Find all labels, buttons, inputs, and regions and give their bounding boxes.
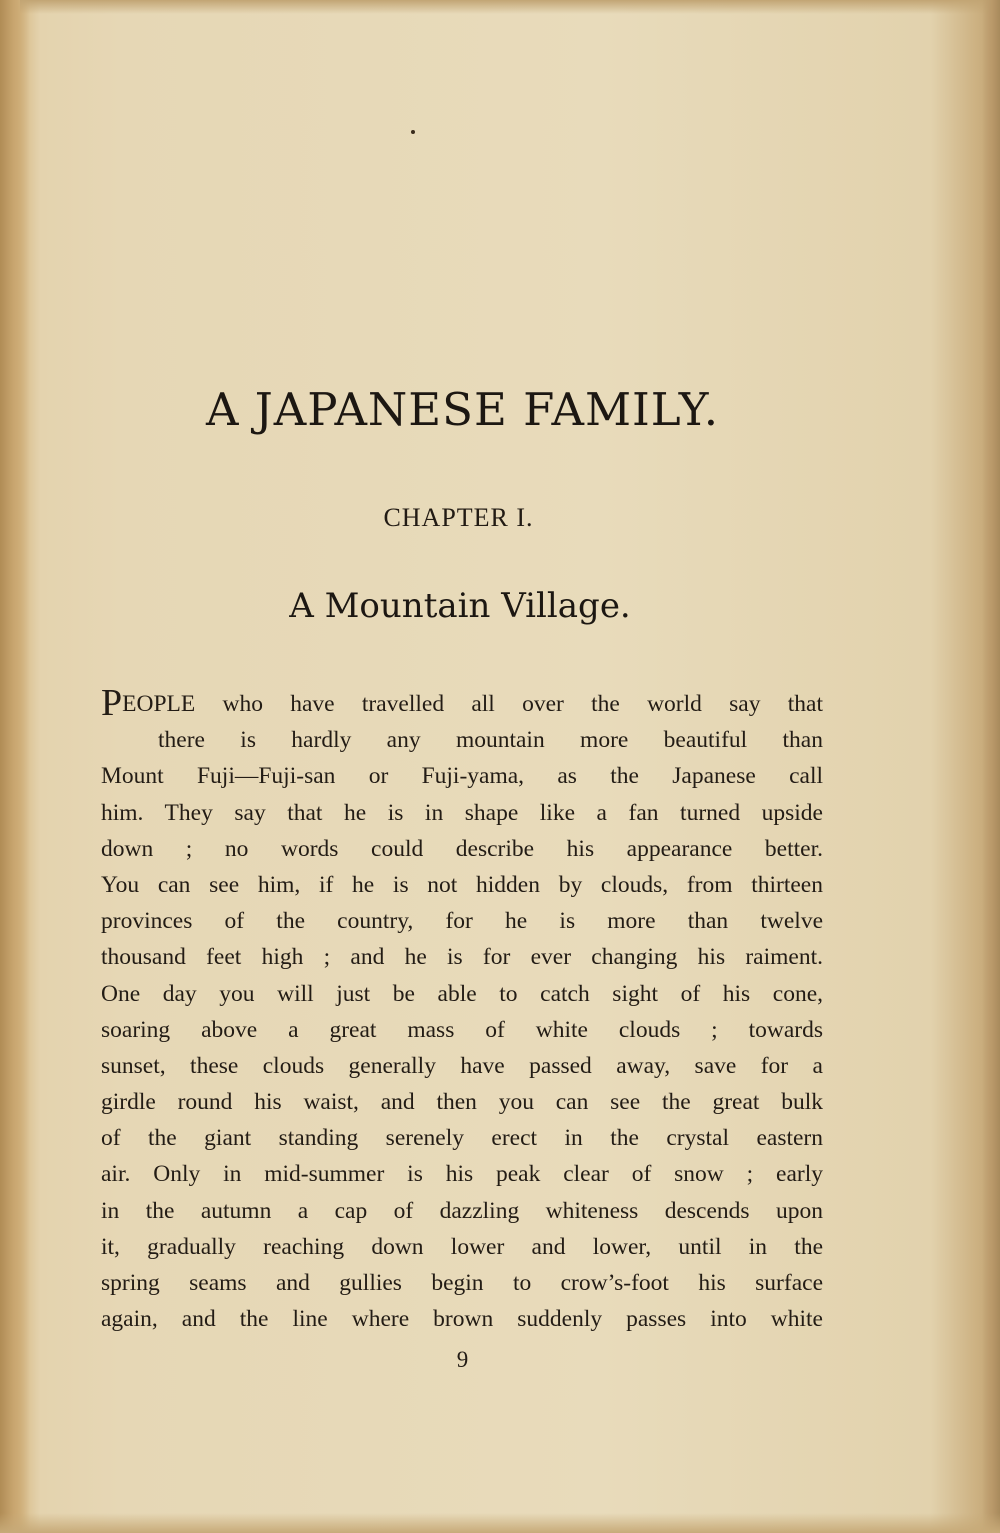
text-line: him. They say that he is in shape like a fan turned upside — [101, 799, 823, 826]
right-page-edge — [982, 0, 1000, 1533]
top-page-edge — [20, 0, 1000, 14]
text-line: One day you will just be able to catch sight of his cone, — [101, 980, 823, 1007]
page-number: 9 — [456, 1347, 469, 1372]
text-line: again, and the line where brown suddenly passes into white — [101, 1306, 823, 1333]
book-title: A JAPANESE FAMILY. — [205, 383, 720, 436]
text-line: sunset, these clouds generally have passed away, save for a — [101, 1052, 823, 1079]
text-line: girdle round his waist, and then you can see the great bulk — [101, 1089, 823, 1116]
text-line: there is hardly any mountain more beautiful than — [158, 727, 823, 754]
body-text — [101, 682, 823, 1337]
ink-fleck — [411, 130, 415, 134]
text-line: of the giant standing serenely erect in the crystal eastern — [101, 1125, 823, 1152]
chapter-label: CHAPTER I. — [383, 503, 534, 532]
text-line: down ; no words could describe his appearance better. — [101, 835, 823, 862]
text-line: You can see him, if he is not hidden by clouds, from thirteen — [101, 871, 823, 898]
bottom-page-edge — [0, 1513, 1000, 1533]
text-line: provinces of the country, for he is more than twelve — [101, 908, 823, 935]
text-line — [101, 682, 823, 724]
text-line: air. Only in mid-summer is his peak clear of snow ; early — [101, 1161, 823, 1188]
text-line-content: EOPLE who have travelled all over the world say that — [122, 691, 823, 717]
spine-shadow — [0, 0, 30, 1533]
text-line: soaring above a great mass of white clouds ; towards — [101, 1016, 823, 1043]
text-line: thousand feet high ; and he is for ever changing his raiment. — [101, 944, 823, 971]
text-line: spring seams and gullies begin to crow’s-foot his surface — [101, 1270, 823, 1296]
chapter-title: A Mountain Village. — [289, 586, 631, 626]
text-line: Mount Fuji—Fuji-san or Fuji-yama, as the Japanese call — [101, 763, 823, 790]
text-line: it, gradually reaching down lower and lower, until in the — [101, 1233, 823, 1260]
drop-cap: P — [101, 682, 123, 724]
text-line: in the autumn a cap of dazzling whiteness descends upon — [101, 1197, 823, 1224]
